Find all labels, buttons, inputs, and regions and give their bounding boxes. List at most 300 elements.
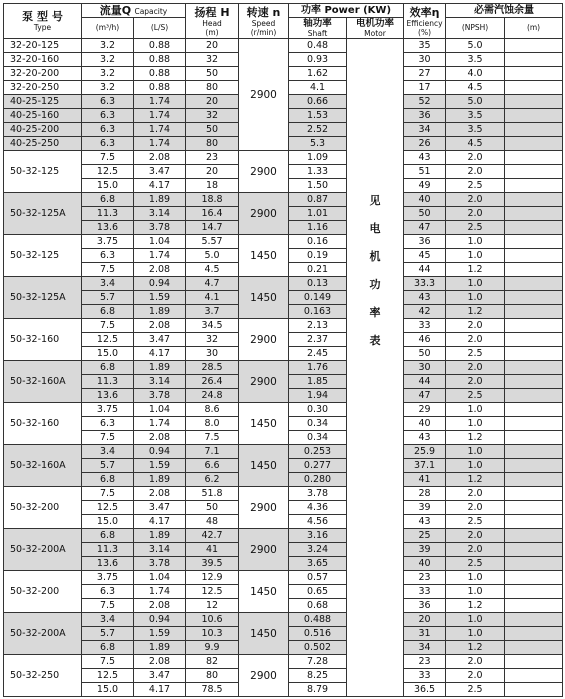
npsh-cell: 3.5: [446, 53, 505, 67]
npsh-cell: 2.0: [446, 319, 505, 333]
efficiency-cell: 46: [404, 333, 446, 347]
npsh-cell: 2.5: [446, 347, 505, 361]
head-cell: 14.7: [186, 221, 239, 235]
npsh-unit-cell: [505, 445, 563, 459]
npsh-unit-cell: [505, 389, 563, 403]
head-header: [186, 4, 239, 39]
shaft-power-cell: 0.280: [289, 473, 347, 487]
capacity-m3h-cell: 3.2: [82, 67, 134, 81]
efficiency-cell: 41: [404, 473, 446, 487]
motor-header-cn: 电机功率: [356, 18, 395, 29]
capacity-m3h-cell: 6.3: [82, 137, 134, 151]
capacity-m3h-cell: 15.0: [82, 347, 134, 361]
efficiency-cell: 33: [404, 319, 446, 333]
npsh-unit-cell: [505, 81, 563, 95]
npsh-unit-header: [505, 18, 563, 39]
capacity-ls-cell: 1.74: [134, 249, 186, 263]
npsh-unit-cell: [505, 627, 563, 641]
head-header-unit: (m): [205, 27, 219, 37]
capacity-header-en: Capacity: [134, 7, 168, 16]
shaft-power-cell: 0.488: [289, 613, 347, 627]
npsh-cell: 1.0: [446, 403, 505, 417]
npsh-unit-cell: [505, 403, 563, 417]
npsh-unit-cell: [505, 291, 563, 305]
capacity-m3h-cell: 3.75: [82, 403, 134, 417]
capacity-m3h-cell: 6.8: [82, 529, 134, 543]
pump-model-cell: 50-32-125A: [4, 277, 82, 319]
efficiency-cell: 36: [404, 599, 446, 613]
capacity-m3h-cell: 7.5: [82, 151, 134, 165]
shaft-power-header: [289, 18, 347, 39]
npsh-unit-cell: [505, 193, 563, 207]
efficiency-header-en: Efficiency: [406, 18, 443, 28]
shaft-power-cell: 8.79: [289, 683, 347, 697]
shaft-power-cell: 0.87: [289, 193, 347, 207]
capacity-m3h-cell: 12.5: [82, 333, 134, 347]
capacity-m3h-cell: 3.4: [82, 613, 134, 627]
npsh-unit-cell: [505, 39, 563, 53]
efficiency-cell: 49: [404, 179, 446, 193]
shaft-power-cell: 3.16: [289, 529, 347, 543]
shaft-power-cell: 0.66: [289, 95, 347, 109]
efficiency-cell: 42: [404, 305, 446, 319]
capacity-header-cn: 流量Q: [99, 4, 132, 17]
npsh-cell: 2.5: [446, 515, 505, 529]
efficiency-cell: 27: [404, 67, 446, 81]
capacity-ls-cell: 3.47: [134, 501, 186, 515]
head-cell: 30: [186, 347, 239, 361]
head-cell: 7.5: [186, 431, 239, 445]
capacity-ls-cell: 3.14: [134, 375, 186, 389]
pump-model-cell: 40-25-160: [4, 109, 82, 123]
capacity-ls-cell: 1.04: [134, 403, 186, 417]
capacity-m3h-cell: 5.7: [82, 627, 134, 641]
pump-model-cell: 50-32-200: [4, 487, 82, 529]
efficiency-cell: 47: [404, 221, 446, 235]
capacity-m3h-cell: 6.3: [82, 417, 134, 431]
motor-note-char: 表: [369, 334, 381, 347]
efficiency-cell: 36: [404, 109, 446, 123]
capacity-ls-cell: 3.47: [134, 669, 186, 683]
npsh-unit-cell: [505, 53, 563, 67]
npsh-unit-cell: [505, 641, 563, 655]
head-cell: 41: [186, 543, 239, 557]
capacity-ls-cell: 0.88: [134, 39, 186, 53]
npsh-cell: 1.0: [446, 445, 505, 459]
speed-cell: 1450: [239, 403, 289, 445]
npsh-header-en: (NPSH): [461, 23, 489, 32]
efficiency-header-unit: (%): [418, 27, 432, 37]
capacity-ls-cell: 1.74: [134, 95, 186, 109]
capacity-ls-cell: 0.94: [134, 445, 186, 459]
npsh-cell: 2.0: [446, 501, 505, 515]
head-cell: 5.57: [186, 235, 239, 249]
npsh-cell: 1.0: [446, 417, 505, 431]
capacity-m3h-cell: 6.8: [82, 473, 134, 487]
npsh-unit-cell: [505, 67, 563, 81]
capacity-ls-cell: 3.78: [134, 557, 186, 571]
head-header-en: Head: [202, 18, 222, 28]
shaft-power-cell: 1.01: [289, 207, 347, 221]
capacity-m3h-cell: 3.2: [82, 81, 134, 95]
capacity-ls-cell: 2.08: [134, 655, 186, 669]
speed-cell: 2900: [239, 361, 289, 403]
speed-cell: 2900: [239, 655, 289, 697]
npsh-unit-cell: [505, 249, 563, 263]
pump-model-cell: 32-20-200: [4, 67, 82, 81]
header-row-1: [4, 4, 563, 18]
capacity-m3h-cell: 6.8: [82, 641, 134, 655]
efficiency-cell: 30: [404, 53, 446, 67]
npsh-unit-cell: [505, 305, 563, 319]
speed-cell: 2900: [239, 193, 289, 235]
npsh-cell: 2.5: [446, 179, 505, 193]
shaft-power-cell: 0.277: [289, 459, 347, 473]
speed-cell: 1450: [239, 571, 289, 613]
npsh-unit-cell: [505, 431, 563, 445]
efficiency-cell: 43: [404, 151, 446, 165]
table-row: [4, 529, 563, 543]
capacity-m3h-cell: 3.75: [82, 235, 134, 249]
npsh-cell: 3.5: [446, 123, 505, 137]
shaft-power-cell: 3.24: [289, 543, 347, 557]
npsh-unit-cell: [505, 263, 563, 277]
capacity-ls-cell: 0.94: [134, 277, 186, 291]
capacity-m3h-cell: 15.0: [82, 515, 134, 529]
motor-note-char: 电: [369, 222, 381, 235]
pump-model-cell: 40-25-200: [4, 123, 82, 137]
npsh-unit-cell: [505, 207, 563, 221]
capacity-ls-cell: 3.78: [134, 221, 186, 235]
npsh-cell: 2.0: [446, 375, 505, 389]
head-cell: 50: [186, 501, 239, 515]
capacity-m3h-cell: 12.5: [82, 669, 134, 683]
head-cell: 4.5: [186, 263, 239, 277]
efficiency-cell: 50: [404, 347, 446, 361]
npsh-cell: 1.0: [446, 291, 505, 305]
capacity-m3h-cell: 6.8: [82, 361, 134, 375]
capacity-ls-cell: 3.47: [134, 333, 186, 347]
npsh-cell: 1.0: [446, 459, 505, 473]
shaft-power-cell: 8.25: [289, 669, 347, 683]
npsh-cell: 1.0: [446, 613, 505, 627]
capacity-m3h-cell: 6.8: [82, 305, 134, 319]
shaft-power-cell: 2.52: [289, 123, 347, 137]
efficiency-cell: 39: [404, 543, 446, 557]
speed-header: [239, 4, 289, 39]
table-row: [4, 571, 563, 585]
shaft-power-cell: 2.13: [289, 319, 347, 333]
capacity-m3h-cell: 6.3: [82, 123, 134, 137]
npsh-cell: 1.0: [446, 235, 505, 249]
head-cell: 16.4: [186, 207, 239, 221]
capacity-m3h-cell: 7.5: [82, 487, 134, 501]
npsh-cell: 2.0: [446, 207, 505, 221]
power-header: [289, 4, 404, 18]
npsh-header: [446, 4, 563, 18]
head-cell: 80: [186, 137, 239, 151]
npsh-cell: 4.0: [446, 67, 505, 81]
capacity-header: [82, 4, 186, 18]
shaft-power-cell: 1.53: [289, 109, 347, 123]
head-cell: 32: [186, 333, 239, 347]
table-row: [4, 277, 563, 291]
capacity-ls-cell: 4.17: [134, 515, 186, 529]
table-row: [4, 39, 563, 53]
head-cell: 78.5: [186, 683, 239, 697]
capacity-m3h-cell: 7.5: [82, 319, 134, 333]
capacity-ls-cell: 1.74: [134, 585, 186, 599]
capacity-ls-cell: 2.08: [134, 263, 186, 277]
head-cell: 48: [186, 515, 239, 529]
pump-model-cell: 40-25-250: [4, 137, 82, 151]
shaft-power-cell: 0.163: [289, 305, 347, 319]
table-row: [4, 193, 563, 207]
speed-cell: 2900: [239, 151, 289, 193]
efficiency-cell: 28: [404, 487, 446, 501]
shaft-power-cell: 0.48: [289, 39, 347, 53]
capacity-ls-cell: 1.59: [134, 459, 186, 473]
efficiency-cell: 29: [404, 403, 446, 417]
head-cell: 10.6: [186, 613, 239, 627]
npsh-unit-cell: [505, 501, 563, 515]
shaft-power-cell: 0.16: [289, 235, 347, 249]
capacity-m3h-cell: 6.3: [82, 95, 134, 109]
head-cell: 6.6: [186, 459, 239, 473]
capacity-m3h-cell: 7.5: [82, 599, 134, 613]
pump-model-cell: 50-32-125: [4, 151, 82, 193]
npsh-cell: 2.5: [446, 683, 505, 697]
power-header-cn: 功率 Power (KW): [301, 5, 392, 16]
npsh-unit-cell: [505, 417, 563, 431]
efficiency-header-cn: 效率η: [409, 5, 440, 19]
npsh-unit-cell: [505, 375, 563, 389]
npsh-cell: 2.0: [446, 193, 505, 207]
capacity-ls-cell: 2.08: [134, 431, 186, 445]
npsh-cell: 4.5: [446, 81, 505, 95]
head-cell: 12: [186, 599, 239, 613]
efficiency-cell: 50: [404, 207, 446, 221]
capacity-m3h-cell: 6.8: [82, 193, 134, 207]
shaft-power-cell: 2.37: [289, 333, 347, 347]
shaft-power-cell: 1.76: [289, 361, 347, 375]
npsh-unit-cell: [505, 95, 563, 109]
npsh-cell: 2.5: [446, 389, 505, 403]
table-row: [4, 487, 563, 501]
head-cell: 80: [186, 669, 239, 683]
head-header-cn: 扬程 H: [194, 5, 230, 19]
npsh-cell: 1.0: [446, 571, 505, 585]
capacity-ls-cell: 0.88: [134, 81, 186, 95]
shaft-power-cell: 4.1: [289, 81, 347, 95]
head-cell: 82: [186, 655, 239, 669]
npsh-cell: 1.0: [446, 627, 505, 641]
capacity-ls-cell: 1.59: [134, 627, 186, 641]
speed-cell: 2900: [239, 487, 289, 529]
shaft-power-cell: 0.34: [289, 431, 347, 445]
head-cell: 20: [186, 165, 239, 179]
efficiency-cell: 23: [404, 571, 446, 585]
capacity-m3h-cell: 6.3: [82, 585, 134, 599]
capacity-unit-m3h: [82, 18, 134, 39]
npsh-unit-cell: [505, 571, 563, 585]
head-cell: 32: [186, 109, 239, 123]
capacity-ls-cell: 2.08: [134, 319, 186, 333]
speed-header-unit: (r/min): [250, 27, 277, 37]
shaft-power-cell: 0.68: [289, 599, 347, 613]
shaft-power-cell: 2.45: [289, 347, 347, 361]
shaft-header-en: Shaft: [307, 29, 328, 38]
capacity-m3h-cell: 11.3: [82, 375, 134, 389]
npsh-cell: 1.2: [446, 431, 505, 445]
efficiency-cell: 40: [404, 557, 446, 571]
npsh-unit-cell: [505, 683, 563, 697]
efficiency-cell: 35: [404, 39, 446, 53]
motor-note-char: 机: [369, 250, 381, 263]
pump-model-cell: 50-32-160A: [4, 361, 82, 403]
table-row: [4, 319, 563, 333]
capacity-ls-cell: 1.89: [134, 641, 186, 655]
capacity-ls-cell: 4.17: [134, 179, 186, 193]
capacity-unit-ls: [134, 18, 186, 39]
shaft-power-cell: 0.57: [289, 571, 347, 585]
capacity-m3h-cell: 5.7: [82, 291, 134, 305]
efficiency-cell: 36.5: [404, 683, 446, 697]
efficiency-cell: 34: [404, 641, 446, 655]
shaft-power-cell: 1.50: [289, 179, 347, 193]
capacity-m3h-cell: 3.4: [82, 277, 134, 291]
head-cell: 32: [186, 53, 239, 67]
npsh-unit-cell: [505, 221, 563, 235]
npsh-cell: 1.2: [446, 305, 505, 319]
shaft-power-cell: 3.78: [289, 487, 347, 501]
capacity-ls-cell: 1.89: [134, 361, 186, 375]
npsh-cell: 2.0: [446, 151, 505, 165]
capacity-m3h-cell: 7.5: [82, 263, 134, 277]
npsh-unit-cell: [505, 473, 563, 487]
efficiency-cell: 40: [404, 417, 446, 431]
table-row: [4, 361, 563, 375]
npsh-cell: 2.5: [446, 557, 505, 571]
capacity-m3h-cell: 11.3: [82, 207, 134, 221]
capacity-m3h-cell: 3.2: [82, 53, 134, 67]
shaft-power-cell: 0.149: [289, 291, 347, 305]
efficiency-cell: 40: [404, 193, 446, 207]
capacity-ls-cell: 1.74: [134, 109, 186, 123]
head-cell: 8.0: [186, 417, 239, 431]
speed-cell: 1450: [239, 445, 289, 487]
npsh-cell: 2.0: [446, 361, 505, 375]
speed-header-cn: 转速 n: [246, 5, 281, 19]
efficiency-cell: 23: [404, 655, 446, 669]
head-cell: 18: [186, 179, 239, 193]
shaft-power-cell: 1.16: [289, 221, 347, 235]
capacity-ls-cell: 3.47: [134, 165, 186, 179]
efficiency-cell: 34: [404, 123, 446, 137]
npsh-unit-cell: [505, 165, 563, 179]
head-cell: 7.1: [186, 445, 239, 459]
head-cell: 12.5: [186, 585, 239, 599]
npsh-unit-cell: [505, 599, 563, 613]
speed-cell: 2900: [239, 319, 289, 361]
efficiency-cell: 37.1: [404, 459, 446, 473]
efficiency-cell: 47: [404, 389, 446, 403]
motor-note-char: 功: [369, 278, 381, 291]
head-cell: 4.1: [186, 291, 239, 305]
npsh-unit-cell: [505, 277, 563, 291]
capacity-m3h-cell: 13.6: [82, 557, 134, 571]
head-cell: 20: [186, 39, 239, 53]
motor-note-char: 见: [369, 194, 381, 207]
capacity-m3h-cell: 15.0: [82, 683, 134, 697]
capacity-ls-cell: 1.59: [134, 291, 186, 305]
head-cell: 8.6: [186, 403, 239, 417]
table-row: [4, 445, 563, 459]
capacity-unit-m3h-text: (m³/h): [95, 23, 120, 32]
pump-model-cell: 32-20-160: [4, 53, 82, 67]
capacity-m3h-cell: 3.2: [82, 39, 134, 53]
motor-header-en: Motor: [364, 29, 386, 38]
capacity-ls-cell: 3.78: [134, 389, 186, 403]
shaft-power-cell: 1.85: [289, 375, 347, 389]
npsh-cell: 1.0: [446, 585, 505, 599]
efficiency-cell: 25: [404, 529, 446, 543]
head-cell: 51.8: [186, 487, 239, 501]
capacity-m3h-cell: 7.5: [82, 431, 134, 445]
npsh-unit-cell: [505, 487, 563, 501]
head-cell: 26.4: [186, 375, 239, 389]
capacity-ls-cell: 1.89: [134, 473, 186, 487]
npsh-cell: 2.0: [446, 669, 505, 683]
pump-model-cell: 50-32-200A: [4, 613, 82, 655]
pump-model-cell: 50-32-200A: [4, 529, 82, 571]
efficiency-cell: 31: [404, 627, 446, 641]
table-body: [4, 39, 563, 697]
pump-model-cell: 32-20-250: [4, 81, 82, 95]
capacity-ls-cell: 1.74: [134, 123, 186, 137]
table-header: [4, 4, 563, 39]
npsh-unit-cell: [505, 137, 563, 151]
npsh-cell: 3.5: [446, 109, 505, 123]
efficiency-cell: 52: [404, 95, 446, 109]
head-cell: 6.2: [186, 473, 239, 487]
npsh-header-unit: (m): [526, 23, 541, 32]
npsh-cell: 1.2: [446, 473, 505, 487]
capacity-m3h-cell: 13.6: [82, 389, 134, 403]
shaft-power-cell: 0.93: [289, 53, 347, 67]
efficiency-cell: 43: [404, 431, 446, 445]
shaft-power-cell: 1.09: [289, 151, 347, 165]
npsh-cell: 1.2: [446, 641, 505, 655]
head-cell: 80: [186, 81, 239, 95]
motor-note-char: 率: [369, 306, 381, 319]
npsh-unit-cell: [505, 361, 563, 375]
capacity-ls-cell: 0.88: [134, 53, 186, 67]
npsh-cell: 1.0: [446, 277, 505, 291]
capacity-m3h-cell: 7.5: [82, 655, 134, 669]
pump-model-cell: 50-32-125A: [4, 193, 82, 235]
capacity-ls-cell: 2.08: [134, 151, 186, 165]
npsh-unit-cell: [505, 347, 563, 361]
capacity-ls-cell: 4.17: [134, 347, 186, 361]
capacity-m3h-cell: 3.4: [82, 445, 134, 459]
shaft-header-cn: 轴功率: [303, 18, 332, 29]
efficiency-cell: 44: [404, 263, 446, 277]
shaft-power-cell: 3.65: [289, 557, 347, 571]
npsh-unit-cell: [505, 109, 563, 123]
pump-model-cell: 50-32-160A: [4, 445, 82, 487]
pump-model-cell: 50-32-160: [4, 319, 82, 361]
